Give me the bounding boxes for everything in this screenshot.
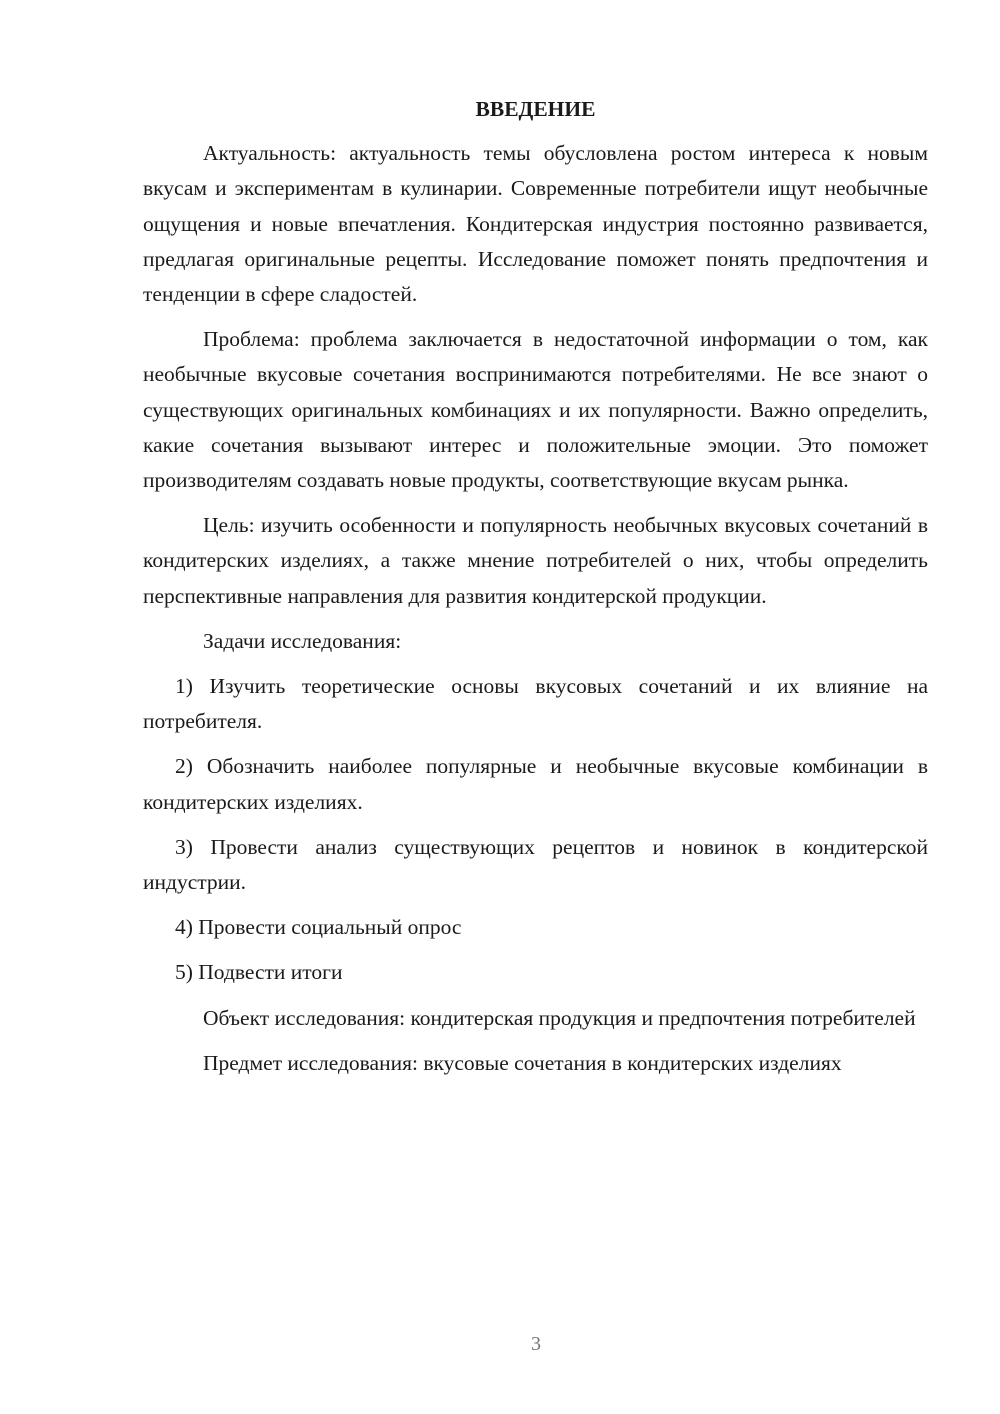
tasks-heading: Задачи исследования: [203,628,402,653]
goal-paragraph: Цель: изучить особенности и популярность необычных вкусовых сочетаний в кондитерских изделиях, а также мнение потребителей о них, чтобы определить перспективные направления для развития кондитерской продукции. [143,513,928,608]
page-title: ВВЕДЕНИЕ [475,97,596,121]
relevance-paragraph: Актуальность: актуальность темы обусловлена ростом интереса к новым вкусам и экспериментам в кулинарии. Современные потребители ищут необычные ощущения и новые впечатления. Кондитерская индустрия постоянно развивается, предлагая оригинальные рецепты. Исследование поможет понять предпочтения и тенденции в сфере сладостей. [143,141,928,307]
task-item-2: 2) Обозначить наиболее популярные и необычные вкусовые комбинации в кондитерских изделиях. [143,754,928,814]
page-number: 3 [531,1333,541,1355]
task-item-5: 5) Подвести итоги [175,960,343,985]
research-subject-paragraph: Предмет исследования: вкусовые сочетания в кондитерских изделиях [203,1050,842,1075]
task-item-1: 1) Изучить теоретические основы вкусовых сочетаний и их влияние на потребителя. [143,674,928,734]
document-body [143,92,928,1091]
task-item-3: 3) Провести анализ существующих рецептов и новинок в кондитерской индустрии. [143,834,928,895]
research-object-paragraph: Объект исследования: кондитерская продукция и предпочтения потребителей [203,1005,916,1030]
problem-paragraph: Проблема: проблема заключается в недостаточной информации о том, как необычные вкусовые сочетания воспринимаются потребителями. Не все знают о существующих оригинальных комбинациях и их популярности. Важно определить, какие сочетания вызывают интерес и положительные эмоции. Это поможет производителям создавать новые продукты, соответствующие вкусам рынка. [143,327,928,493]
task-item-4: 4) Провести социальный опрос [175,915,462,940]
